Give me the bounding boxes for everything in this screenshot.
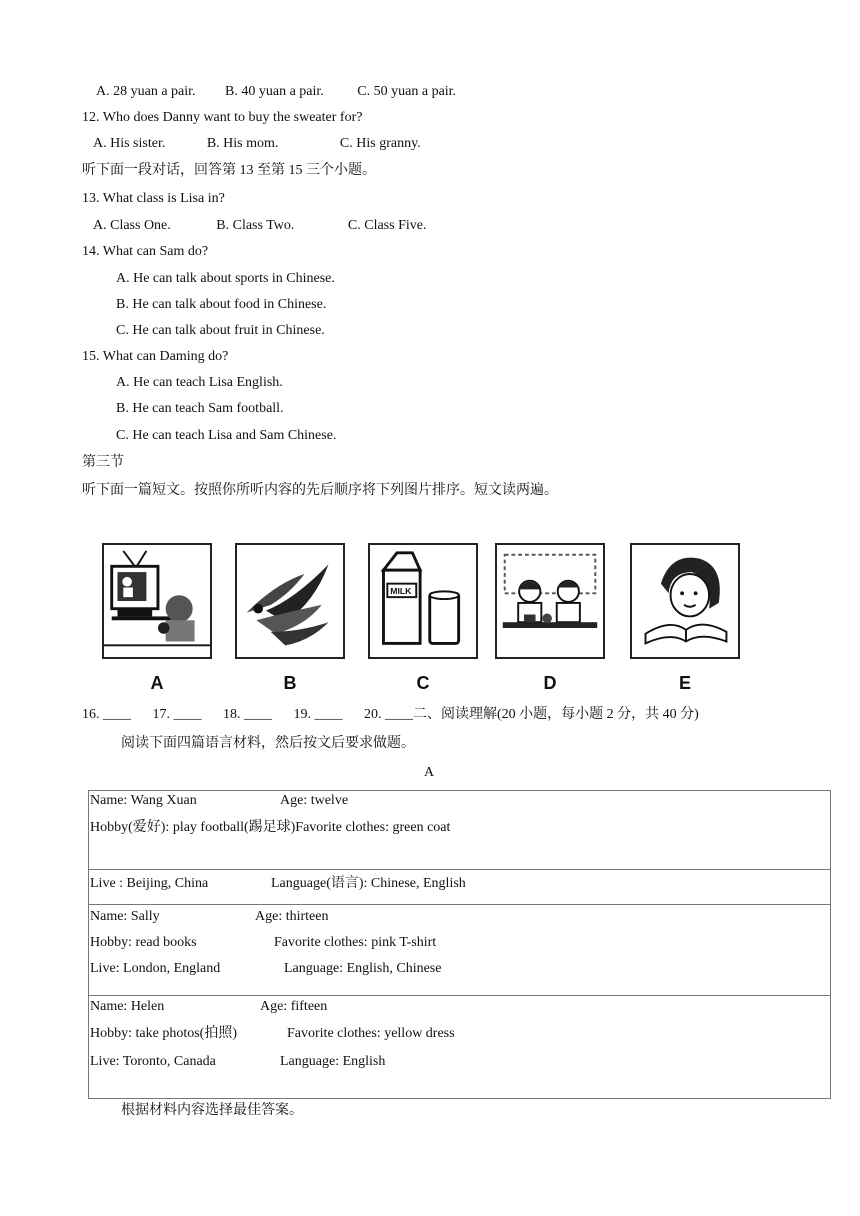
picture-row	[100, 543, 750, 698]
sally-live: Live: London, England	[90, 961, 221, 976]
blank-17[interactable]: 17. ____	[152, 707, 202, 722]
reading-header: 二、阅读理解(20 小题，每小题 2 分，共 40 分)	[413, 707, 699, 722]
q12-options	[93, 135, 421, 153]
q12-option-c: C. His granny.	[339, 136, 421, 151]
helen-hobby: Hobby: take photos(拍照)	[90, 1026, 237, 1041]
blank-16[interactable]: 16. ____	[82, 707, 131, 722]
table-row-helen	[89, 996, 831, 1099]
picture-label-b: B	[283, 673, 297, 693]
helen-live: Live: Toronto, Canada	[90, 1054, 216, 1069]
table-cell	[89, 791, 831, 870]
blank-20[interactable]: 20. ____	[364, 707, 413, 722]
q12-option-b: B. His mom.	[206, 136, 279, 151]
picture-label-e: E	[678, 673, 691, 693]
helen-name: Name: Helen	[90, 999, 165, 1014]
table-line	[90, 818, 830, 845]
helen-clothes: Favorite clothes: yellow dress	[287, 1026, 455, 1041]
blank-18[interactable]: 18. ____	[223, 707, 272, 722]
tv-watching-drawing	[104, 545, 210, 657]
passage-label: A	[424, 765, 435, 780]
after-table-instruction: 根据材料内容选择最佳答案。	[121, 1103, 303, 1118]
table-line	[90, 959, 830, 985]
q11-option-a: A. 28 yuan a pair.	[96, 84, 196, 99]
table-line	[90, 791, 830, 818]
q11-options	[96, 83, 456, 101]
milk-carton-glass-icon	[368, 543, 478, 659]
picture-label-d: D	[543, 673, 557, 693]
table-cell	[89, 870, 831, 905]
table-line	[90, 874, 830, 901]
q15-option-a: A. He can teach Lisa English.	[116, 375, 283, 390]
sally-language: Language: English, Chinese	[284, 961, 442, 976]
two-girls-table-icon	[495, 543, 605, 659]
section3-title: 第三节	[82, 455, 124, 470]
q14-question: 14. What can Sam do?	[82, 244, 209, 259]
girl-reading-drawing	[632, 545, 738, 657]
q15-question: 15. What can Daming do?	[82, 349, 229, 364]
table-row-sally	[89, 905, 831, 996]
q11-option-c: C. 50 yuan a pair.	[357, 84, 457, 99]
wang-age: Age: twelve	[280, 793, 349, 808]
q15-option-c: C. He can teach Lisa and Sam Chinese.	[116, 428, 337, 443]
sally-age: Age: thirteen	[255, 909, 329, 924]
blank-19[interactable]: 19. ____	[293, 707, 343, 722]
two-girls-drawing	[497, 545, 603, 657]
table-line	[90, 1052, 830, 1079]
reading-instruction: 阅读下面四篇语言材料，然后按文后要求做题。	[121, 736, 415, 751]
sally-clothes: Favorite clothes: pink T-shirt	[274, 935, 437, 950]
wang-hobby: Hobby(爱好): play football(踢足球)Favorite clothes: green coat	[90, 820, 451, 835]
table-row-wang	[89, 791, 831, 870]
table-cell	[89, 905, 831, 996]
table-line	[90, 933, 830, 959]
milk-drawing	[370, 545, 476, 657]
q14-option-c: C. He can talk about fruit in Chinese.	[116, 323, 325, 338]
q11-option-b: B. 40 yuan a pair.	[225, 84, 324, 99]
svg-text:MILK: MILK	[390, 586, 412, 597]
birds-drawing	[237, 545, 343, 657]
info-table	[88, 790, 831, 1099]
sally-name: Name: Sally	[90, 909, 160, 924]
girl-reading-icon	[630, 543, 740, 659]
q15-option-b: B. He can teach Sam football.	[116, 401, 284, 416]
q14-option-a: A. He can talk about sports in Chinese.	[116, 271, 335, 286]
answer-blanks	[82, 706, 699, 724]
table-cell	[89, 996, 831, 1099]
wang-live: Live : Beijing, China	[90, 876, 209, 891]
birds-icon	[235, 543, 345, 659]
helen-age: Age: fifteen	[260, 999, 328, 1014]
q13-option-b: B. Class Two.	[216, 218, 295, 233]
q13-options	[93, 217, 426, 235]
table-row-wang-live	[89, 870, 831, 905]
helen-language: Language: English	[280, 1054, 386, 1069]
section3-instruction: 听下面一篇短文。按照你所听内容的先后顺序将下列图片排序。短文读两遍。	[82, 483, 558, 498]
tv-watching-icon	[102, 543, 212, 659]
q13-option-a: A. Class One.	[93, 218, 171, 233]
dialogue-instruction: 听下面一段对话，回答第 13 至第 15 三个小题。	[82, 163, 376, 178]
q12-option-a: A. His sister.	[93, 136, 166, 151]
table-line	[90, 1024, 830, 1052]
table-line	[90, 907, 830, 933]
picture-label-a: A	[150, 673, 164, 693]
wang-language: Language(语言): Chinese, English	[271, 876, 466, 891]
wang-name: Name: Wang Xuan	[90, 793, 197, 808]
q12-question: 12. Who does Danny want to buy the sweater for?	[82, 110, 363, 125]
sally-hobby: Hobby: read books	[90, 935, 197, 950]
q13-option-c: C. Class Five.	[347, 218, 427, 233]
q14-option-b: B. He can talk about food in Chinese.	[116, 297, 327, 312]
q13-question: 13. What class is Lisa in?	[82, 191, 225, 206]
picture-label-c: C	[416, 673, 430, 693]
table-line	[90, 997, 830, 1024]
